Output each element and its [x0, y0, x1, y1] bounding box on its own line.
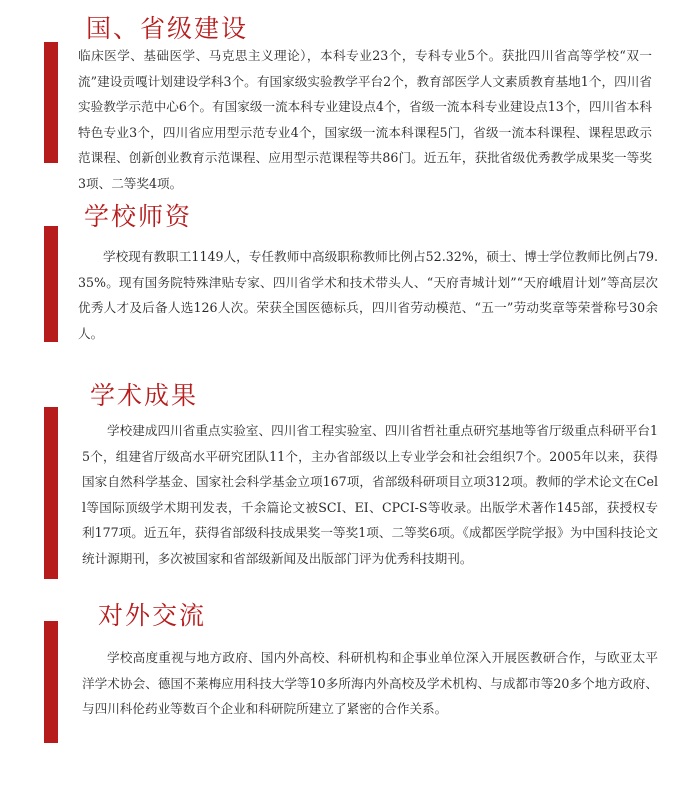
section-heading: 学校师资	[84, 202, 193, 231]
section-accent-bar	[44, 42, 58, 163]
section-heading: 国、省级建设	[86, 14, 249, 43]
section-accent-bar	[44, 621, 58, 743]
section-heading: 学术成果	[90, 381, 199, 410]
section-accent-bar	[44, 226, 58, 342]
section-accent-bar	[44, 407, 58, 579]
section-heading: 对外交流	[98, 601, 207, 630]
section-paragraph: 学校高度重视与地方政府、国内外高校、科研机构和企事业单位深入开展医教研合作，与欧亚太平洋学术协会、德国不莱梅应用科技大学等10多所海内外高校及学术机构、与成都市等20多个地方政府、与四川科伦药业等数百个企业和科研院所建立了紧密的合作关系。	[82, 650, 658, 716]
section-paragraph: 临床医学、基础医学、马克思主义理论），本科专业23个，专科专业5个。获批四川省高等学校“双一流”建设贡嘎计划建设学科3个。有国家级实验教学平台2个，教育部医学人文素质教育基地1个，四川省实验教学示范中心6个。有国家级一流本科专业建设点4个，省级一流本科专业建设点13个，四川省本科特色专业3个，四川省应用型示范专业4个，国家级一流本科课程5门，省级一流本科课程、课程思政示范课程、创新创业教育示范课程、应用型示范课程等共86门。近五年，获批省级优秀教学成果奖一等奖3项、二等奖4项。	[78, 48, 652, 191]
section-paragraph: 学校现有教职工1149人，专任教师中高级职称教师比例占52.32%，硕士、博士学位教师比例占79.35%。现有国务院特殊津贴专家、四川省学术和技术带头人、“天府青城计划”“天府峨眉计划”等高层次优秀人才及后备人选126人次。荣获全国医德标兵，四川省劳动模范、“五一”劳动奖章等荣誉称号30余人。	[78, 249, 658, 341]
section-paragraph: 学校建成四川省重点实验室、四川省工程实验室、四川省哲社重点研究基地等省厅级重点科研平台15个，组建省厅级高水平研究团队11个，主办省部级以上专业学会和社会组织7个。2005年以来，获得国家自然科学基金、国家社会科学基金立项167项，省部级科研项目立项312项。教师的学术论文在Cell等国际顶级学术期刊发表，千余篇论文被SCI、EI、CPCI-S等收录。出版学术著作145部，获授权专利177项。近五年，获得省部级科技成果奖一等奖1项、二等奖6项。《成都医学院学报》为中国科技论文统计源期刊，多次被国家和省部级新闻及出版部门评为优秀科技期刊。	[82, 423, 658, 566]
